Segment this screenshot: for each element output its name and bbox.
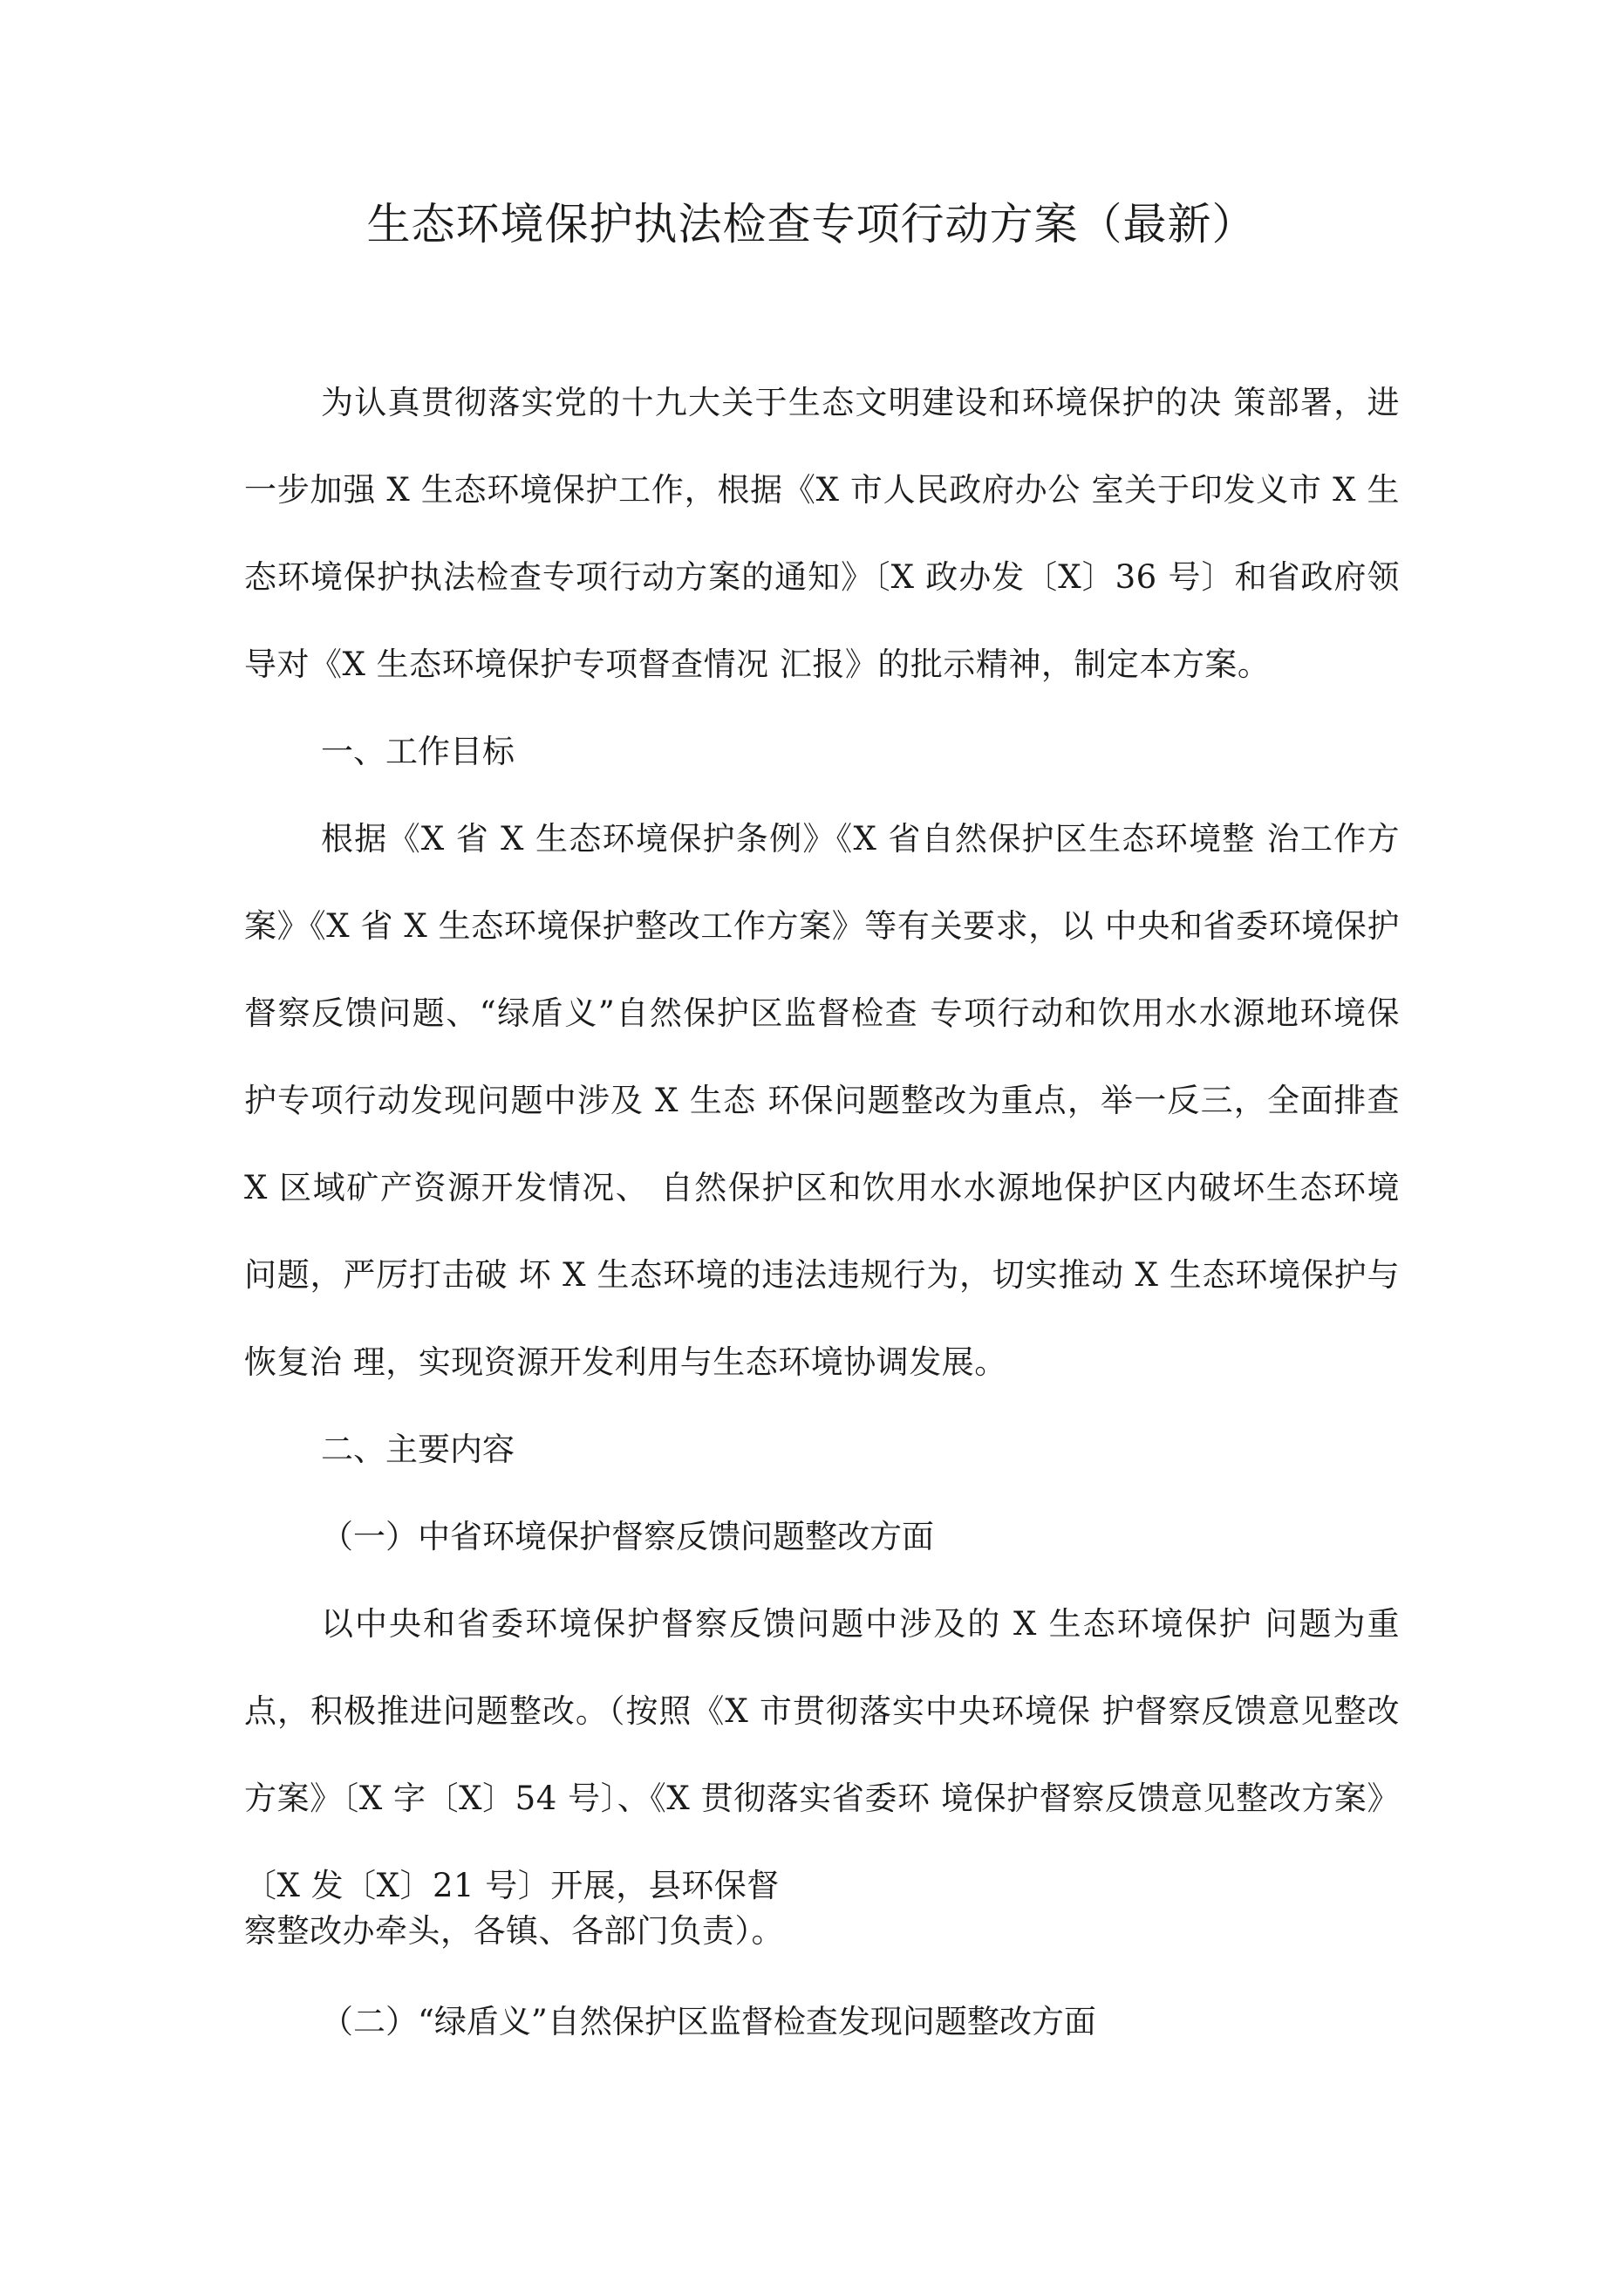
intro-paragraph: 为认真贯彻落实党的十九大关于生态文明建设和环境保护的决 策部署，进一步加强 X 生态环境保护工作，根据《X 市人民政府办公 室关于印发义市 X 生态环境保护执法检查专项行动方案的通知》〔X 政办发〔X〕36 号〕和省政府领导对《X 生态环境保护专项督查情况 汇报》的批示精神，制定本方案。 [244,384,1400,683]
section-2-heading: 二、主要内容 [321,1431,515,1468]
subsection-1-paragraph: 以中央和省委环境保护督察反馈问题中涉及的 X 生态环境保护 问题为重点，积极推进问题整改。（按照《X 市贯彻落实中央环境保 护督察反馈意见整改方案》〔X 字〔X〕54 号〕、《X 贯彻落实省委环 境保护督察反馈意见整改方案》〔X 发〔X〕21 号〕开展，县环保督 [244,1605,1400,1904]
document-title: 生态环境保护执法检查专项行动方案（最新） [366,199,1257,249]
section-1-paragraph: 根据《X 省 X 生态环境保护条例》《X 省自然保护区生态环境整 治工作方案》《X 省 X 生态环境保护整改工作方案》等有关要求，以 中央和省委环境保护督察反馈问题、“绿盾义”自然保护区监督检查 专项行动和饮用水水源地环境保护专项行动发现问题中涉及 X 生态 环保问题整改为重点，举一反三，全面排查 X 区域矿产资源开发情况、 自然保护区和饮用水水源地保护区内破坏生态环境问题，严厉打击破 坏 X 生态环境的违法违规行为，切实推动 X 生态环境保护与恢复治 理，实现资源开发利用与生态环境协调发展。 [244,820,1400,1381]
subsection-1-paragraph-tail: 察整改办牵头，各镇、各部门负责）。 [244,1912,784,1950]
section-1-heading: 一、工作目标 [321,733,515,770]
subsection-1-heading: （一）中省环境保护督察反馈问题整改方面 [321,1518,934,1555]
subsection-2-heading: （二）“绿盾义”自然保护区监督检查发现问题整改方面 [321,2003,1096,2040]
document-body [244,359,1400,2066]
subsection-1-paragraph-block [244,1581,1400,1952]
